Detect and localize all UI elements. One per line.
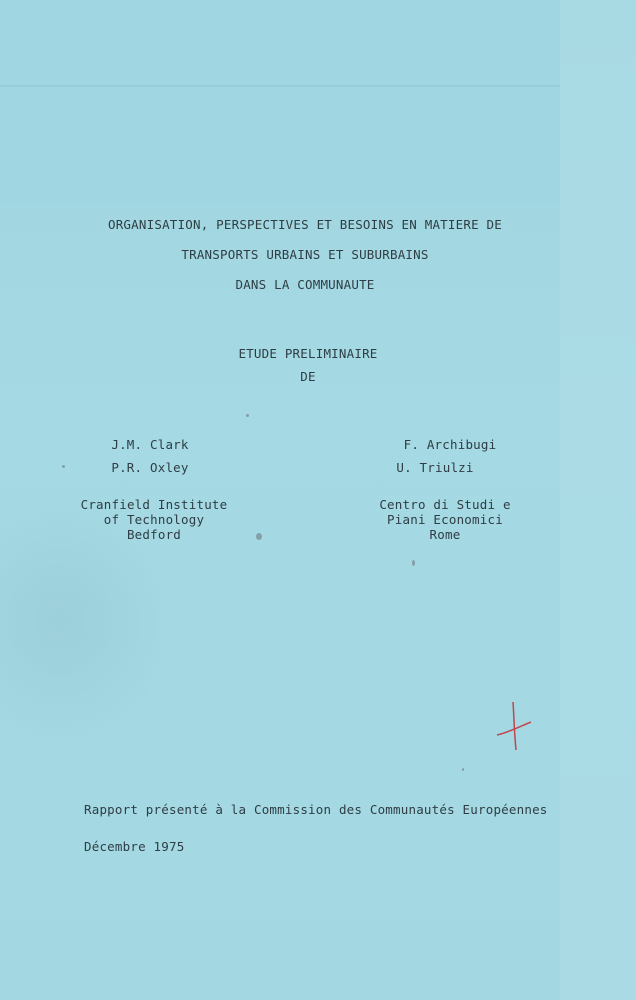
institution-left-1: Cranfield Institute	[80, 497, 228, 512]
title-line-2: TRANSPORTS URBAINS ET SUBURBAINS	[181, 247, 429, 262]
subtitle-line-2: DE	[300, 369, 316, 384]
author-right-2: U. Triulzi	[396, 460, 474, 475]
paper-speck	[246, 414, 249, 417]
institution-left-2: of Technology	[103, 512, 205, 527]
subtitle-line-1: ETUDE PRELIMINAIRE	[238, 346, 378, 361]
paper-speck	[412, 560, 415, 566]
paper-right-strip	[560, 0, 636, 1000]
author-left-1: J.M. Clark	[111, 437, 189, 452]
title-line-1: ORGANISATION, PERSPECTIVES ET BESOINS EN MATIERE DE	[107, 217, 502, 232]
paper-speck	[62, 465, 65, 468]
handwritten-cross-mark-icon	[495, 700, 535, 755]
paper-speck	[462, 768, 464, 771]
author-right-1: F. Archibugi	[403, 437, 497, 452]
institution-left-3: Bedford	[126, 527, 182, 542]
institution-right-2: Piani Economici	[387, 512, 503, 527]
paper-top-band	[0, 0, 560, 205]
paper-fold	[0, 85, 560, 87]
date-line: Décembre 1975	[84, 839, 185, 854]
title-line-3: DANS LA COMMUNAUTE	[235, 277, 375, 292]
institution-right-1: Centro di Studi e	[379, 497, 511, 512]
report-line: Rapport présenté à la Commission des Communautés Européennes	[84, 802, 548, 817]
institution-right-3: Rome	[429, 527, 461, 542]
author-left-2: P.R. Oxley	[111, 460, 189, 475]
paper-speck	[256, 533, 262, 540]
